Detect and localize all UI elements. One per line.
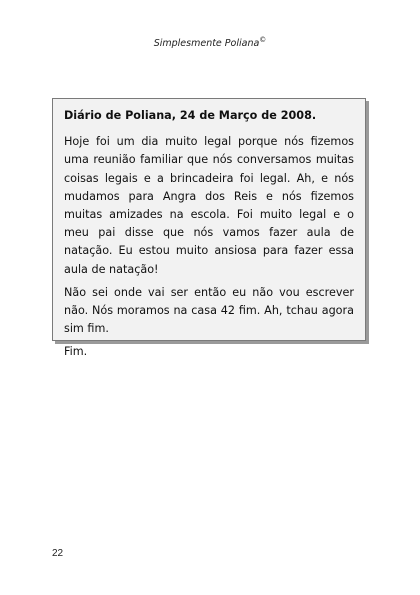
diary-paragraph-3: Fim. [64,345,88,359]
book-title: Simplesmente Poliana [153,38,260,50]
diary-paragraph-2: Não sei onde vai ser então eu não vou escrever não. Nós moramos na casa 42 fim. Ah, tchau agora sim fim. [64,285,354,336]
page-number: 22 [52,548,64,559]
diary-entry-title: Diário de Poliana, 24 de Março de 2008. [64,109,317,122]
running-header [0,36,420,49]
copyright-mark: © [259,36,267,44]
diary-paragraph-1: Hoje foi um dia muito legal porque nós fizemos uma reunião familiar que nós conversamos muitas coisas legais e a brincadeira foi legal. Ah, e nós mudamos para Angra dos Reis e nós fizemos muitas amizades na escola. Foi muito legal e o meu pai disse que nós vamos fazer aula de natação. Eu estou muito ansiosa para fazer essa aula de natação! [64,135,354,276]
diary-entry-box [52,98,366,359]
